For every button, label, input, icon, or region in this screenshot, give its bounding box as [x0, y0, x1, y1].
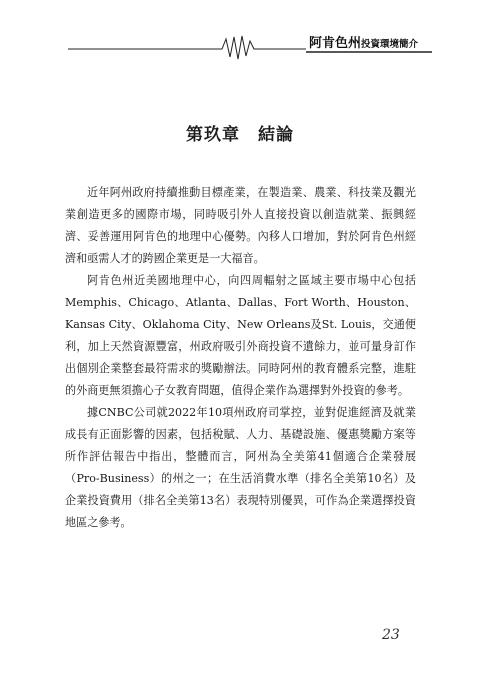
header-title-main: 阿肯色州: [309, 36, 362, 51]
header-title: [309, 33, 418, 51]
page-number: 23: [382, 627, 400, 643]
header-zigzag-icon: [215, 36, 262, 59]
body-paragraph-2: 阿肯色州近美國地理中心，向四周輻射之區域主要市場中心包括Memphis、Chicago、Atlanta、Dallas、Fort Worth、Houston、Kansas City、Oklahoma City、New Orleans及St. Louis，交通便利，加上天然資源豐富，州政府吸引外商投資不遺餘力，並可量身訂作出個別企業整套最符需求的獎勵辦法。同時阿州的教育體系完整，進駐的外商更無須擔心子女教育問題，值得企業作為選擇對外投資的參考。: [65, 274, 416, 397]
page-header: [0, 30, 480, 60]
chapter-title: [0, 120, 480, 145]
chapter-body: [65, 182, 416, 534]
header-title-sub: 投資環境簡介: [361, 39, 419, 50]
chapter-name: 結論: [258, 125, 294, 145]
chapter-label: 第玖章: [186, 125, 240, 145]
body-paragraph-1: 近年阿州政府持續推動目標產業，在製造業、農業、科技業及觀光業創造更多的國際市場，同時吸引外人直接投資以創造就業、振興經濟、妥善運用阿肯色的地理中心優勢。內移人口增加，對於阿肯色州經濟和亟需人才的跨國企業更是一大福音。: [65, 186, 416, 265]
body-paragraph-3: 據CNBC公司就2022年10項州政府司掌控，並對促進經濟及就業成長有正面影響的因素，包括稅賦、人力、基礎設施、優惠獎勵方案等所作評估報告中指出，整體而言，阿州為全美第41個適合企業發展（Pro-Business）的州之一；在生活消費水準（排名全美第10名）及企業投資費用（排名全美第13名）表現特別優異，可作為企業選擇投資地區之參考。: [65, 406, 416, 529]
